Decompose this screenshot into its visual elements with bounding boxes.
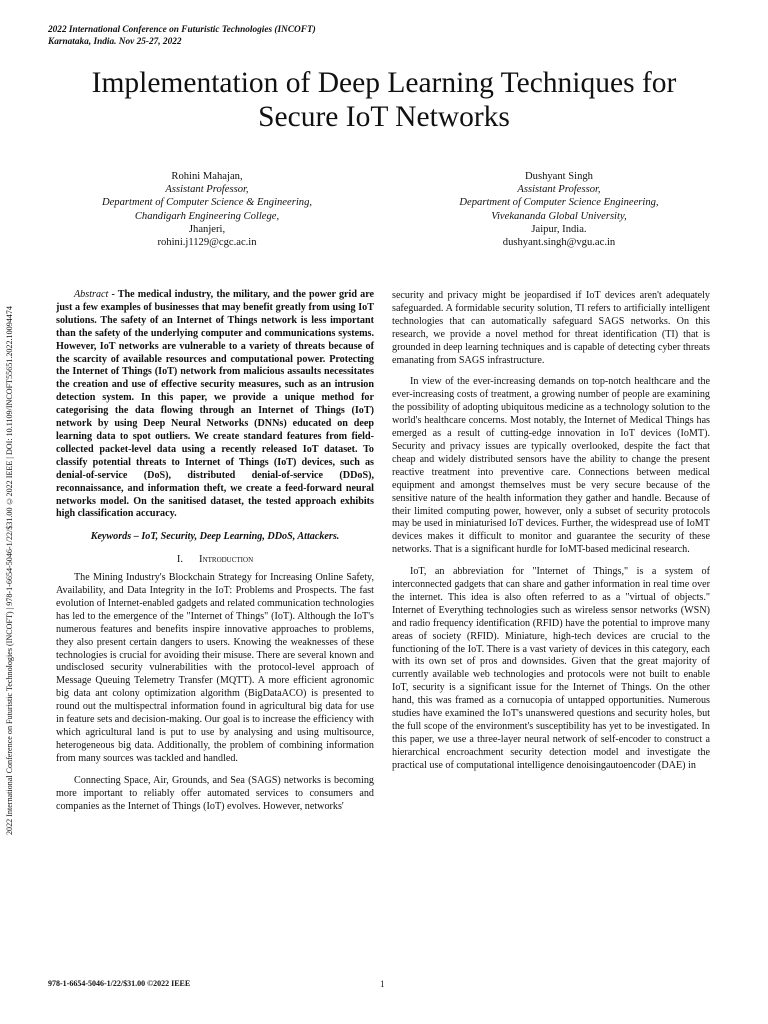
- section-number: I.: [176, 554, 184, 566]
- author-name: Dushyant Singh: [525, 171, 593, 182]
- author-organization: Vivekananda Global University,: [491, 210, 627, 222]
- abstract-text: - The medical industry, the military, and the power grid are just a few examples of businesses that may benefit greatly from using IoT solutions. The safety of an Internet of Things network is less important than the safety of the underlying computer and communications systems. However, IoT networks are vulnerable to a variety of threats because of the scarcity of available resources and computational power. Protecting the Internet of Things (IoT) network from malicious assaults necessitates the creation and use of effective security measures, such as an intrusion detection system. In this paper, we provide a unique method for categorising the data flowing through an Internet of Things (IoT) network by using Deep Neural Networks (DNNs) educated on deep learning data to spot outliers. We create standard features from field-collected packet-level data using a recently released IoT dataset. To classify potential threats to Internet of Things (IoT) devices, such as denial-of-service (DoS), distributed denial-of-service (DDoS), reconnaissance, and information theft, we create a feed-forward neural networks model. On the sanitised dataset, the tested approach exhibits high classification accuracy.: [56, 289, 374, 520]
- page-number: 1: [380, 979, 385, 989]
- author-role: Assistant Professor,: [517, 184, 601, 196]
- author-role: Assistant Professor,: [165, 184, 249, 196]
- section-heading-introduction: [56, 554, 374, 567]
- body-paragraph: Connecting Space, Air, Grounds, and Sea (SAGS) networks is becoming more important to reliably offer automated services to consumers and companies as the Internet of Things (IoT) evolves. However, networks': [56, 774, 374, 812]
- author-email: rohini.j1129@cgc.ac.in: [157, 237, 257, 249]
- abstract-label: Abstract: [74, 289, 109, 300]
- paper-title: Implementation of Deep Learning Techniques for Secure IoT Networks: [91, 67, 677, 133]
- conference-header: [48, 24, 316, 48]
- body-paragraph: The Mining Industry's Blockchain Strategy for Increasing Online Safety, Availability, and Data Integrity in the IoT: Problems and Prospects. The fast evolution of Internet-enabled gadgets and related communication technologies has led to the emergence of the "Internet of Things" (IoT). Although the IoT's numerous features and benefits inspire innovative approaches to problems, they also present certain dangers to users. Knowing the weaknesses of these technologies is crucial for avoiding their misuse. There are several known and undisclosed security vulnerabilities with the protocol-level approach of Message Queuing Telemetry Transfer (MQTT). A more efficient agronomic big data ant colony optimization algorithm (BigDataACO) is presented to round out the multispectral information found in agricultural big data for use in feature sets and decision-making. Our goal is to increase the efficiency with which agricultural land is put to use by analysing and using multisource, heterogeneous big data. Additionally, the problem of combining information from many sources was tackled and handled.: [56, 572, 374, 764]
- conference-location-date: Karnataka, India. Nov 25-27, 2022: [48, 37, 182, 47]
- author-city: Jhanjeri,: [188, 223, 226, 235]
- author-email: dushyant.singh@vgu.ac.in: [502, 237, 616, 249]
- author-department: Department of Computer Science & Engineering,: [101, 197, 313, 209]
- body-paragraph: In view of the ever-increasing demands on top-notch healthcare and the ever-increasing costs of treatment, a growing number of people are examining the possibility of adopting ubiquitous medicine as a technology solution to the world's healthcare concerns. Most notably, the Internet of Medical Things has emerged as a result of cutting-edge innovation in IoT devices (IoMT). Security and privacy issues are typically overlooked, despite the fact that cheap and widely distributed sensors have the ability to change the present reactive treatment into preventive care. Connections between medical equipment and amongst themselves must be very secure because of the sensitive nature of the health information they gather and handle. Because of their limited computing power, however, only a subset of security protocols may be used in miniaturised IoT devices. Further, the widespread use of IoMT devices makes it difficult to monitor and guarantee the security of these networks. That is a significant hurdle for IoMT-based medicinal research.: [392, 376, 710, 556]
- right-column: [392, 290, 710, 773]
- side-doi-banner: 2022 International Conference on Futuristic Technologies (INCOFT) | 978-1-6654-5046-1/22/$31.00 ©2022 IEEE | DOI: 10.1109/INCOFT55651.2022.10094474: [5, 306, 14, 835]
- section-title: Introduction: [199, 554, 254, 566]
- author-block-2: [409, 170, 709, 249]
- author-department: Department of Computer Science Engineering,: [459, 197, 659, 209]
- author-block-1: [57, 170, 357, 249]
- author-name: Rohini Mahajan,: [171, 171, 243, 182]
- conference-name: 2022 International Conference on Futuristic Technologies (INCOFT): [48, 25, 316, 35]
- abstract: [56, 289, 374, 521]
- body-paragraph: security and privacy might be jeopardised if IoT devices aren't adequately safeguarded. A formidable security solution, TI refers to artificially intelligent technologies that can automatically safeguard SAGS networks. On this research, we provide a novel method for threat identification (TI) that is grounded in deep learning techniques and is capable of detecting cyber threats emanating from SAGS infrastructure.: [392, 290, 710, 366]
- footer-copyright: 978-1-6654-5046-1/22/$31.00 ©2022 IEEE: [48, 979, 191, 988]
- left-column: [56, 289, 374, 813]
- body-paragraph: IoT, an abbreviation for "Internet of Things," is a system of interconnected gadgets that can share and gather information in real time over the internet. This idea is also often referred to as a "virtual of objects." Internet of Everything technologies such as wireless sensor networks (WSN) and radio frequency identification (RFID) have the potential to improve many areas of society (RFID). Miniature, high-tech devices are crucial to the functioning of the IoT. There is a vast variety of devices in this category, each with its own set of pros and downsides. Given that the great majority of currently available web technologies and protocols were not built to enable IoT, security is a significant issue for the Internet of Things. On the other hand, this was framed as a cornucopia of untapped opportunities. Numerous studies have examined the IoT's unanswered questions and security holes, but the full scope of the environment's susceptibility has yet to be investigated. In this paper, we use a three-layer neural network of self-encoder to construct a hierarchical encroachment security detection model and investigate the practical use of computational intelligence denoisingautoencoder (DAE) in: [392, 566, 710, 771]
- author-organization: Chandigarh Engineering College,: [134, 210, 280, 222]
- keywords: Keywords – IoT, Security, Deep Learning, DDoS, Attackers.: [90, 531, 340, 543]
- author-city: Jaipur, India.: [531, 223, 587, 235]
